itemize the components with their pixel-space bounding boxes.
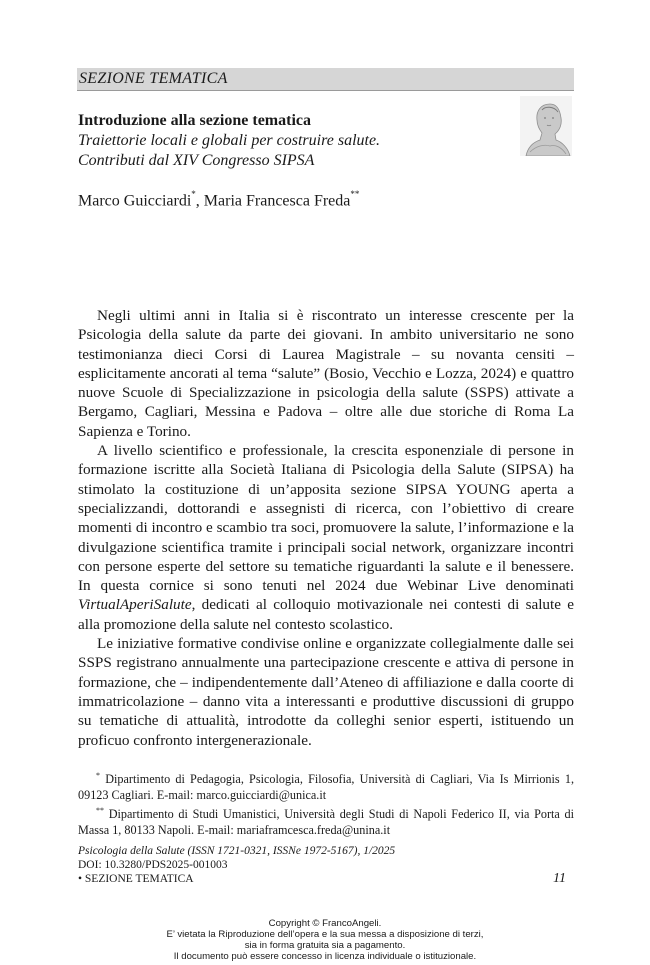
body-text (78, 306, 574, 750)
footnote (78, 803, 574, 838)
journal-citation: Psicologia della Salute (ISSN 1721-0321, ISSNe 1972-5167), 1/2025 (78, 845, 396, 857)
section-header-bar (77, 68, 574, 91)
footnote-mark: ** (96, 806, 104, 816)
title-block (78, 111, 498, 171)
author-separator: , (195, 192, 204, 210)
authors-line (78, 191, 359, 210)
paragraph-text: A livello scientifico e professionale, la crescita esponenziale di persone in formazione iscritte alla Società Italiana di Psicologia della Salute (SIPSA) ha stimolato la costituzione di un’apposita sezione SIPSA YOUNG aperta a specializzandi, dottorandi e assegnisti di ricerca, con l’obiettivo di creare momenti di incontro e scambio tra soci, promuovere la salute, l’informazione e la divulgazione scientifica tramite i principali social network, organizzare incontri con persone esperte del settore su tematiche riguardanti la salute e il benessere. In questa cornice si sono tenuti nel 2024 due Webinar Live denominati (78, 442, 574, 595)
author-name: Marco Guicciardi (78, 192, 192, 210)
article-subtitle-line2: Contributi dal XIV Congresso SIPSA (78, 152, 315, 169)
paragraph-text: , dedicati al colloquio motivazionale nei contesti di salute e alla promozione della salute nel contesto scolastico. (78, 596, 574, 633)
webinar-name: VirtualAperiSalute (78, 596, 192, 614)
journal-doi: DOI: 10.3280/PDS2025-001003 (78, 859, 228, 871)
paragraph: Negli ultimi anni in Italia si è riscontrato un interesse crescente per la Psicologia della salute da parte dei giovani. In ambito universitario ne sono testimonianza dieci Corsi di Laurea Magistrale – su novanta censiti – esplicitamente ancorati al tema “salute” (Bosio, Vecchio e Lozza, 2024) e quattro nuove Scuole di Specializzazione in psicologia della salute (SSPS) attivate a Bergamo, Cagliari, Messina e Padova – oltre alle due storiche di Roma La Sapienza e Torino. (78, 307, 574, 440)
footnote-text: Dipartimento di Pedagogia, Psicologia, Filosofia, Università di Cagliari, Via Is Mirrionis 1, 09123 Cagliari. E-mail: marco.guicciardi@unica.it (78, 772, 574, 803)
footnotes (78, 768, 574, 838)
author-footnote-mark: ** (350, 189, 360, 199)
copyright-notice (0, 918, 650, 962)
paragraph (78, 441, 574, 634)
copyright-line: Copyright © FrancoAngeli. (268, 918, 382, 929)
footnote-mark: * (96, 771, 100, 780)
copyright-line: Il documento può essere concesso in licenza individuale o istituzionale. (173, 951, 477, 962)
section-label: SEZIONE TEMATICA (79, 70, 228, 87)
footnote (78, 768, 574, 803)
author-name: Maria Francesca Freda (203, 192, 351, 210)
article-subtitle-line1: Traiettorie locali e globali per costruire salute. (78, 132, 381, 149)
copyright-line: sia in forma gratuita sia a pagamento. (244, 940, 406, 951)
article-title: Introduzione alla sezione tematica (78, 112, 312, 129)
journal-info (78, 844, 395, 886)
author-footnote-mark: * (191, 189, 196, 199)
paragraph: Le iniziative formative condivise online e organizzate collegialmente dalle sei SSPS registrano annualmente una partecipazione crescente e attiva di persone in formazione, che – indipendentemente dall’Ateneo di affiliazione e dalla coorte di immatricolazione – danno vita a interessanti e produttive discussioni di gruppo su tematiche di attualità, introdotte da colleghi senior esperti, istituendo un proficuo confronto intergenerazionale. (78, 635, 574, 749)
portrait-engraving-icon (520, 96, 572, 156)
footnote-text: Dipartimento di Studi Umanistici, Università degli Studi di Napoli Federico II, via Porta di Massa 1, 80133 Napoli. E-mail: mariaframcesca.freda@unina.it (78, 807, 574, 838)
page-number: 11 (553, 871, 566, 886)
copyright-line: E’ vietata la Riproduzione dell’opera e la sua messa a disposizione di terzi, (166, 929, 484, 940)
journal-section: • SEZIONE TEMATICA (78, 873, 194, 885)
